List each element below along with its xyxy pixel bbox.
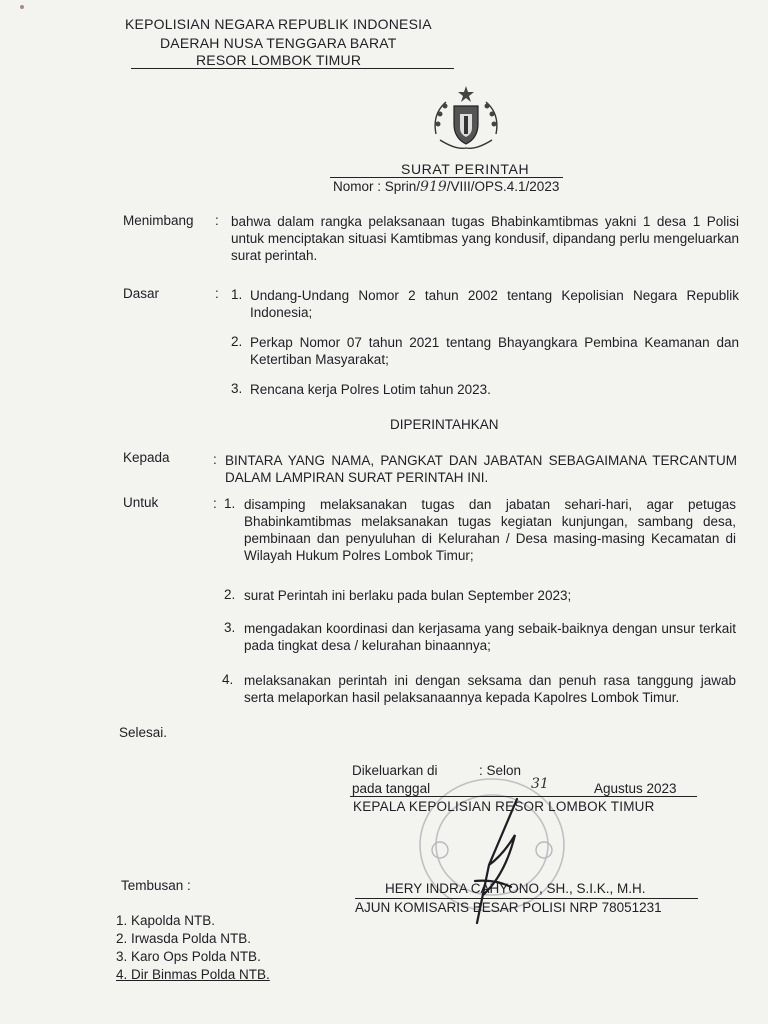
- untuk-item-4-num: 4.: [222, 672, 234, 687]
- dasar-item-2-text: Perkap Nomor 07 tahun 2021 tentang Bhayangkara Pembina Keamanan dan Ketertiban Masyarakat;: [250, 335, 739, 367]
- nomor-handwritten: 919: [420, 179, 447, 195]
- dasar-item-3-text: Rencana kerja Polres Lotim tahun 2023.: [250, 382, 491, 397]
- selesai-text: Selesai.: [119, 725, 168, 740]
- menimbang-text: bahwa dalam rangka pelaksanaan tugas Bhabinkamtibmas yakni 1 desa 1 Polisi untuk menciptakan situasi Kamtibmas yang kondusif, dipandang perlu mengeluarkan surat perintah.: [231, 214, 739, 263]
- untuk-item-1-text: disamping melaksanakan tugas dan jabatan sehari-hari, agar petugas Bhabinkamtibmas melaksanakan tugas kegiatan kunjungan, sambang desa, pembinaan dan penyuluhan di Kelurahan / Desa masing-masing Kecamatan di Wilayah Hukum Polres Lombok Timur;: [244, 497, 736, 563]
- tembusan-label: Tembusan :: [121, 878, 191, 893]
- signatory-name: HERY INDRA CAHYONO, SH., S.I.K., M.H.: [385, 881, 646, 896]
- menimbang-colon: :: [215, 213, 219, 228]
- document-number: [333, 179, 559, 195]
- untuk-item-3-text: mengadakan koordinasi dan kerjasama yang sebaik-baiknya dengan unsur terkait pada tingkat desa / kelurahan binaannya;: [244, 621, 736, 653]
- office-title: KEPALA KEPOLISIAN RESOR LOMBOK TIMUR: [353, 799, 655, 814]
- dasar-label: Dasar: [123, 286, 160, 301]
- dikeluarkan-value: : Selon: [479, 763, 522, 778]
- tanggal-value: Agustus 2023: [594, 781, 677, 796]
- document-title: SURAT PERINTAH: [401, 161, 530, 177]
- tanggal-handwritten: 31: [531, 776, 549, 792]
- header-line-1: KEPOLISIAN NEGARA REPUBLIK INDONESIA: [125, 16, 432, 32]
- dasar-item-1-text: Undang-Undang Nomor 2 tahun 2002 tentang Kepolisian Negara Republik Indonesia;: [250, 288, 739, 320]
- tembusan-item-3: 3. Karo Ops Polda NTB.: [116, 949, 261, 964]
- dasar-item-1-num: 1.: [231, 287, 243, 302]
- kepada-text: BINTARA YANG NAMA, PANGKAT DAN JABATAN SEBAGAIMANA TERCANTUM DALAM LAMPIRAN SURAT PERINTAH INI.: [225, 453, 737, 485]
- police-emblem-icon: [426, 84, 506, 156]
- signatory-underline: [355, 898, 698, 899]
- menimbang-label: Menimbang: [123, 213, 194, 228]
- nomor-prefix: Nomor : Sprin/: [333, 179, 421, 194]
- tanggal-label: pada tanggal: [352, 781, 431, 796]
- header-underline: [131, 68, 454, 69]
- untuk-item-3-num: 3.: [224, 620, 236, 635]
- kepada-colon: :: [213, 452, 217, 467]
- diperintahkan-heading: DIPERINTAHKAN: [390, 417, 499, 432]
- dasar-colon: :: [215, 286, 219, 301]
- dasar-item-3-num: 3.: [231, 381, 243, 396]
- signatory-rank: AJUN KOMISARIS BESAR POLISI NRP 78051231: [355, 900, 662, 915]
- header-line-3: RESOR LOMBOK TIMUR: [196, 52, 362, 68]
- untuk-item-2-text: surat Perintah ini berlaku pada bulan September 2023;: [244, 588, 572, 603]
- dasar-item-2-num: 2.: [231, 334, 243, 349]
- tembusan-item-4: 4. Dir Binmas Polda NTB.: [116, 967, 270, 982]
- header-line-2: DAERAH NUSA TENGGARA BARAT: [160, 35, 397, 51]
- nomor-suffix: /VIII/OPS.4.1/2023: [446, 179, 560, 194]
- untuk-colon: :: [213, 496, 217, 511]
- kepada-label: Kepada: [123, 450, 170, 465]
- dikeluarkan-label: Dikeluarkan di: [352, 763, 438, 778]
- paper-speck: [20, 5, 24, 9]
- untuk-item-4-text: melaksanakan perintah ini dengan seksama dan penuh rasa tanggung jawab serta melaporkan hasil pelaksanaannya kepada Kapolres Lombok Timur.: [244, 673, 736, 705]
- title-underline: [330, 177, 563, 178]
- tembusan-item-2: 2. Irwasda Polda NTB.: [116, 931, 252, 946]
- untuk-label: Untuk: [123, 495, 159, 510]
- tembusan-item-1: 1. Kapolda NTB.: [116, 913, 216, 928]
- untuk-item-2-num: 2.: [224, 587, 236, 602]
- untuk-item-1-num: 1.: [224, 496, 236, 511]
